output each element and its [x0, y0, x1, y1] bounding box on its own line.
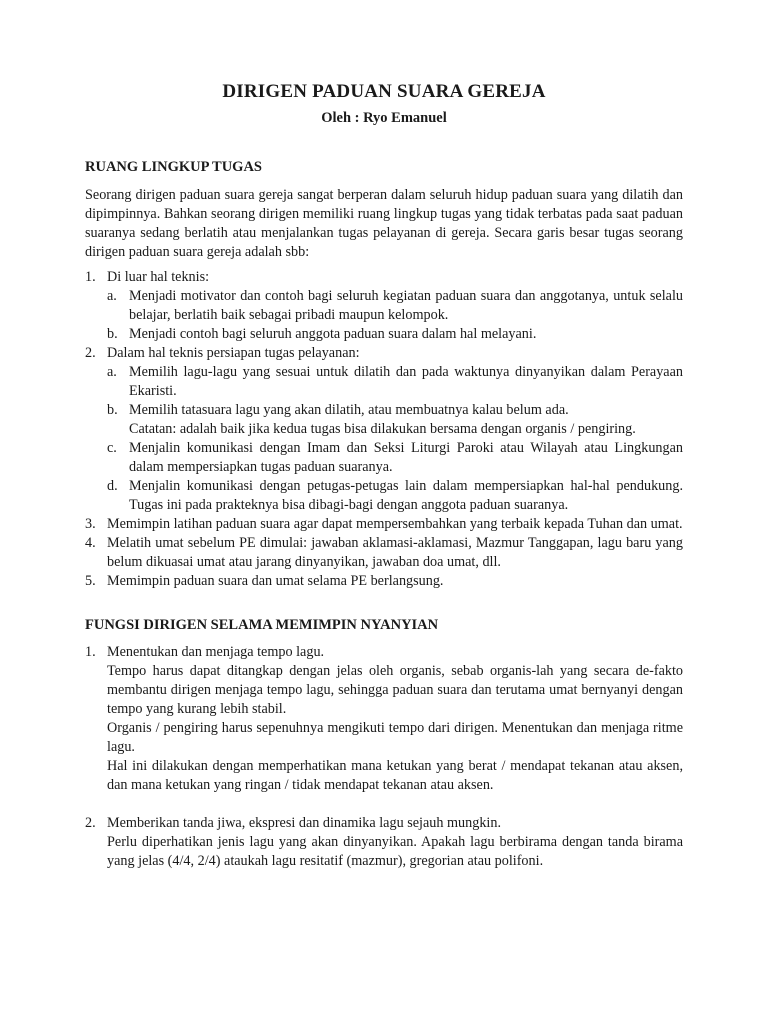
- sub-list-item-text: Menjadi motivator dan contoh bagi seluruh kegiatan paduan suara dan anggotanya, untuk selalu belajar, berlatih baik sebagai pribadi maupun kelompok.: [129, 288, 683, 323]
- sub-list-item: [107, 363, 683, 401]
- list-item: [85, 344, 683, 515]
- document-title: DIRIGEN PADUAN SUARA GEREJA: [222, 81, 546, 102]
- list-item: [85, 268, 683, 344]
- sub-list-marker: c.: [107, 440, 117, 456]
- sub-list-marker: b.: [107, 326, 118, 342]
- list-item: [85, 515, 683, 534]
- sub-list-item-text: Menjadi contoh bagi seluruh anggota paduan suara dalam hal melayani.: [129, 326, 537, 342]
- list-item: [85, 814, 683, 871]
- document-author: Oleh : Ryo Emanuel: [321, 110, 447, 126]
- section-heading-fungsi-dirigen: FUNGSI DIRIGEN SELAMA MEMIMPIN NYANYIAN: [85, 617, 439, 633]
- sub-list-marker: b.: [107, 402, 118, 418]
- list-item-text: Memberikan tanda jiwa, ekspresi dan dinamika lagu sejauh mungkin.: [107, 815, 501, 831]
- list-item: [85, 643, 683, 795]
- section-intro-paragraph: Seorang dirigen paduan suara gereja sangat berperan dalam seluruh hidup paduan suara yang dilatih dan dipimpinnya. Bahkan seorang dirigen memiliki ruang lingkup tugas yang tidak terbatas pada saat paduan suaranya sedang berlatih atau menjalankan tugas pelayanan di gereja. Secara garis besar tugas seorang dirigen paduan suara gereja adalah sbb:: [85, 187, 683, 260]
- list-item: [85, 534, 683, 572]
- list-item-paragraph: Hal ini dilakukan dengan memperhatikan mana ketukan yang berat / mendapat tekanan atau aksen, dan mana ketukan yang ringan / tidak mendapat tekanan atau aksen.: [107, 758, 683, 793]
- task-list: [85, 268, 683, 591]
- list-marker: 1.: [85, 644, 96, 660]
- list-item-paragraph: Perlu diperhatikan jenis lagu yang akan dinyanyikan. Apakah lagu berbirama dengan tanda birama yang jelas (4/4, 2/4) ataukah lagu resitatif (mazmur), gregorian atau polifoni.: [107, 834, 683, 869]
- sub-list-item: [107, 401, 683, 439]
- list-marker: 4.: [85, 535, 96, 551]
- list-item-text: Menentukan dan menjaga tempo lagu.: [107, 644, 325, 660]
- sub-list-item: [107, 439, 683, 477]
- function-list: [85, 643, 683, 871]
- sub-list-item-note: Catatan: adalah baik jika kedua tugas bisa dilakukan bersama dengan organis / pengiring.: [129, 421, 636, 437]
- sub-list-marker: a.: [107, 288, 117, 304]
- sub-list: [107, 363, 683, 515]
- list-item-text: Di luar hal teknis:: [107, 269, 210, 285]
- list-marker: 2.: [85, 815, 96, 831]
- list-item: [85, 572, 683, 591]
- sub-list-item: [107, 477, 683, 515]
- list-item-text: Memimpin paduan suara dan umat selama PE berlangsung.: [107, 573, 444, 589]
- sub-list-item-text: Menjalin komunikasi dengan petugas-petugas lain dalam mempersiapkan hal-hal pendukung. Tugas ini pada prakteknya bisa dibagi-bagi dengan anggota paduan suaranya.: [129, 478, 683, 513]
- sub-list-item-text: Menjalin komunikasi dengan Imam dan Seksi Liturgi Paroki atau Wilayah atau Lingkungan dalam mempersiapkan tugas paduan suaranya.: [129, 440, 683, 475]
- list-item-paragraph: Tempo harus dapat ditangkap dengan jelas oleh organis, sebab organis-lah yang secara de-fakto membantu dirigen menjaga tempo lagu, sehingga paduan suara dan terutama umat bernyanyi dengan tempo yang kurang lebih stabil.: [107, 663, 683, 717]
- sub-list-item-text: Memilih tatasuara lagu yang akan dilatih, atau membuatnya kalau belum ada.: [129, 402, 569, 418]
- list-marker: 1.: [85, 269, 96, 285]
- list-item-text: Melatih umat sebelum PE dimulai: jawaban aklamasi-aklamasi, Mazmur Tanggapan, lagu baru yang belum dikuasai umat atau jarang dinyanyikan, jawaban doa umat, dll.: [107, 535, 683, 570]
- list-marker: 5.: [85, 573, 96, 589]
- list-marker: 3.: [85, 516, 96, 532]
- sub-list-marker: d.: [107, 478, 118, 494]
- sub-list-item: [107, 325, 683, 344]
- sub-list: [107, 287, 683, 344]
- sub-list-marker: a.: [107, 364, 117, 380]
- list-item-text: Memimpin latihan paduan suara agar dapat mempersembahkan yang terbaik kepada Tuhan dan umat.: [107, 516, 683, 532]
- sub-list-item: [107, 287, 683, 325]
- list-item-paragraph: Organis / pengiring harus sepenuhnya mengikuti tempo dari dirigen. Menentukan dan menjaga ritme lagu.: [107, 720, 683, 755]
- list-item-text: Dalam hal teknis persiapan tugas pelayanan:: [107, 345, 360, 361]
- list-marker: 2.: [85, 345, 96, 361]
- section-heading-ruang-lingkup: RUANG LINGKUP TUGAS: [85, 159, 262, 175]
- sub-list-item-text: Memilih lagu-lagu yang sesuai untuk dilatih dan pada waktunya dinyanyikan dalam Perayaan Ekaristi.: [129, 364, 683, 399]
